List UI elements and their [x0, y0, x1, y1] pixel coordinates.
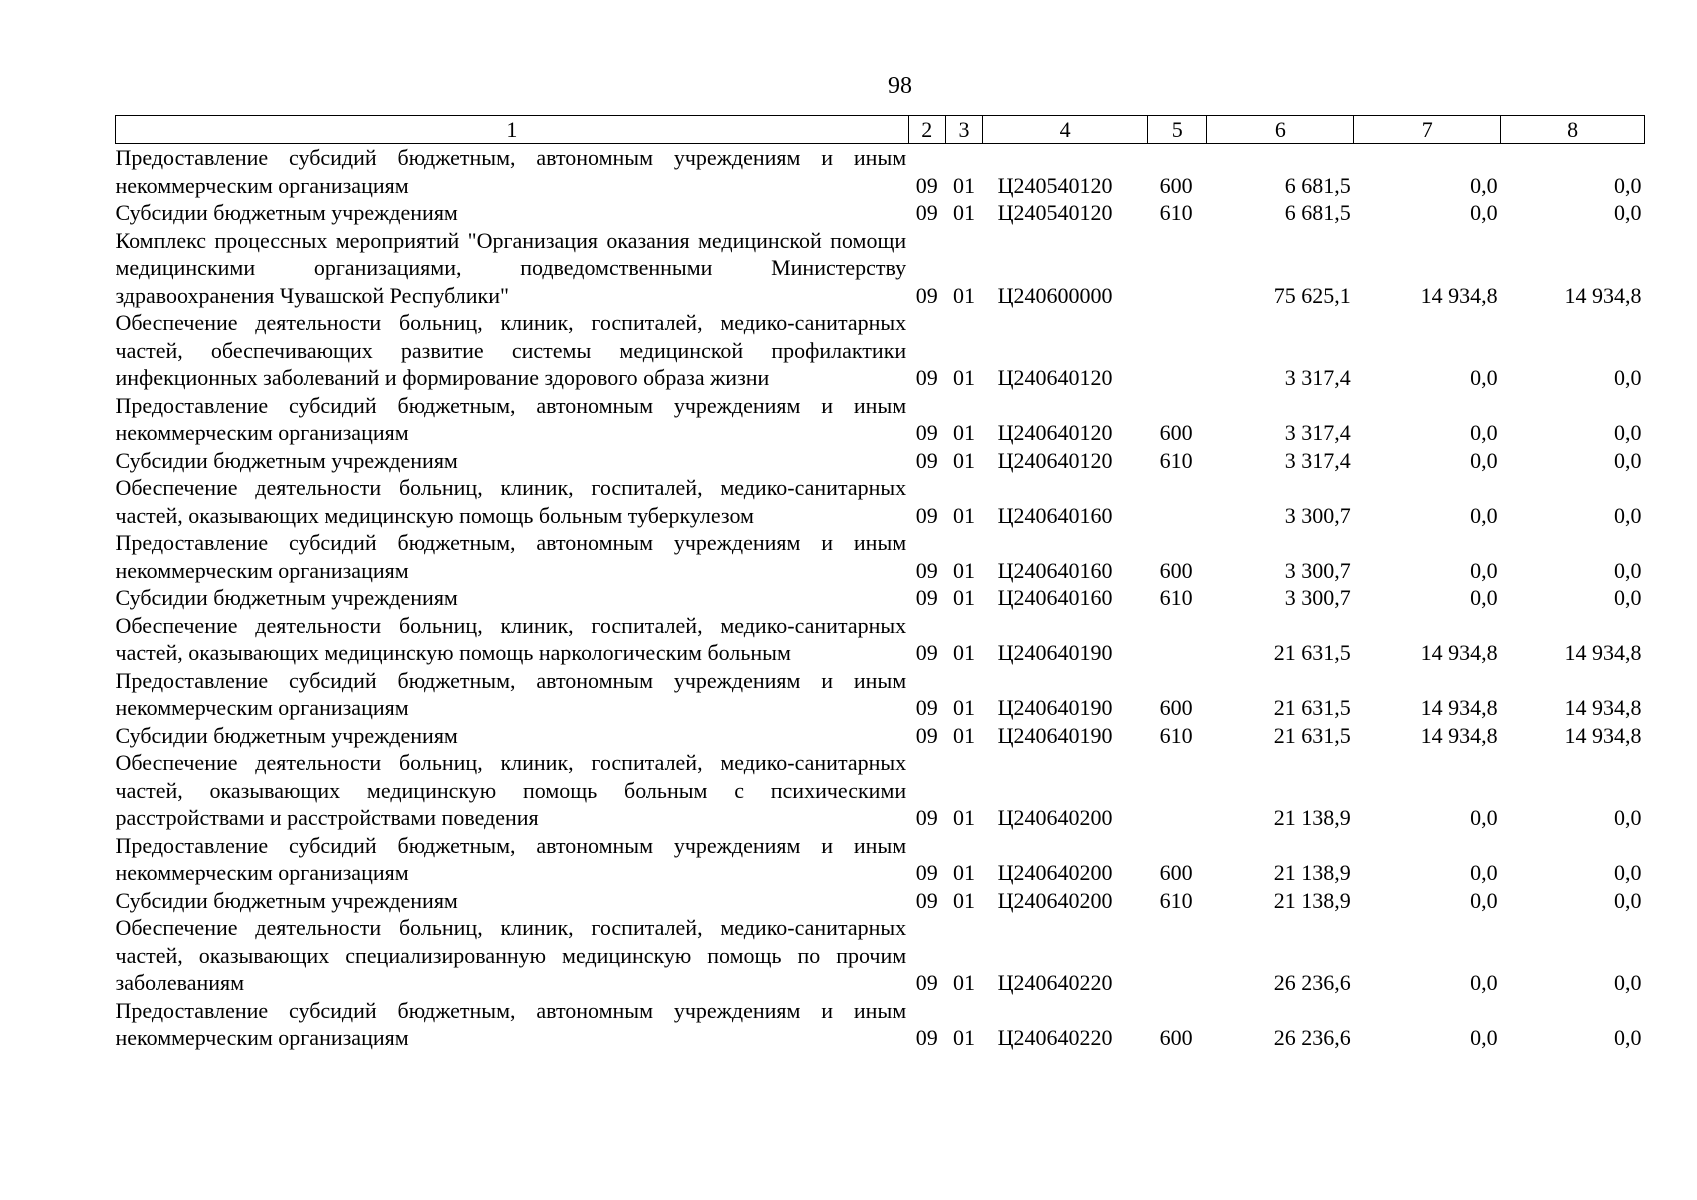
target-article-code: Ц240640160	[997, 502, 1113, 528]
amount-col-7: 0,0	[1470, 172, 1498, 198]
section-code: 09	[915, 172, 938, 198]
target-article-code: Ц240540120	[997, 200, 1113, 225]
row-name: Обеспечение деятельности больниц, клиник, госпиталей, медико-санитарных частей, оказывающих медицинскую помощь больным туберкулезом	[115, 475, 907, 528]
row-name: Субсидии бюджетным учреждениям	[115, 585, 458, 610]
section-code: 09	[915, 970, 938, 995]
table-row	[116, 667, 1645, 722]
row-name: Обеспечение деятельности больниц, клиник, госпиталей, медико-санитарных частей, оказывающих специализированную медицинскую помощь по прочим заболеваниям	[115, 915, 907, 995]
section-code: 09	[915, 805, 938, 830]
table-body	[116, 144, 1645, 1052]
amount-col-7: 0,0	[1470, 860, 1498, 885]
amount-col-7: 0,0	[1470, 447, 1498, 473]
amount-col-8: 0,0	[1614, 1025, 1642, 1050]
amount-col-8: 0,0	[1614, 420, 1642, 445]
expense-type-code	[1148, 914, 1207, 997]
row-name: Обеспечение деятельности больниц, клиник, госпиталей, медико-санитарных частей, оказывающих медицинскую помощь больным с психическими расстройствами и расстройствами поведения	[115, 750, 907, 830]
section-code: 09	[915, 585, 938, 610]
table-row	[116, 914, 1645, 997]
amount-col-8: 0,0	[1614, 805, 1642, 830]
amount-col-7: 0,0	[1470, 887, 1498, 913]
amount-col-7: 0,0	[1470, 585, 1498, 610]
subsection-code: 01	[952, 447, 975, 473]
table-row	[116, 749, 1645, 832]
table-row	[116, 227, 1645, 310]
target-article-code: Ц240640200	[997, 805, 1113, 830]
header-col-4: 4	[983, 116, 1148, 144]
amount-col-6: 3 317,4	[1284, 447, 1351, 473]
table-row	[116, 144, 1645, 200]
subsection-code: 01	[952, 860, 975, 885]
subsection-code: 01	[952, 282, 975, 308]
expense-type-code: 610	[1159, 722, 1193, 748]
amount-col-8: 0,0	[1614, 172, 1642, 198]
section-code: 09	[915, 420, 938, 445]
section-code: 09	[915, 447, 938, 473]
row-name: Субсидии бюджетным учреждениям	[115, 722, 458, 748]
amount-col-7: 0,0	[1470, 805, 1498, 830]
section-code: 09	[915, 722, 938, 748]
amount-col-8: 0,0	[1614, 557, 1642, 583]
target-article-code: Ц240640200	[997, 860, 1113, 885]
section-code: 09	[915, 557, 938, 583]
amount-col-6: 6 681,5	[1284, 200, 1351, 225]
subsection-code: 01	[952, 557, 975, 583]
amount-col-8: 14 934,8	[1564, 282, 1642, 308]
amount-col-6: 21 631,5	[1273, 695, 1351, 720]
subsection-code: 01	[952, 200, 975, 225]
header-col-6: 6	[1207, 116, 1354, 144]
target-article-code: Ц240640120	[997, 447, 1113, 473]
expense-type-code: 610	[1159, 447, 1193, 473]
subsection-code: 01	[952, 887, 975, 913]
amount-col-7: 0,0	[1470, 365, 1498, 390]
subsection-code: 01	[952, 420, 975, 445]
row-name: Субсидии бюджетным учреждениям	[115, 887, 458, 913]
amount-col-8: 0,0	[1614, 365, 1642, 390]
budget-table	[115, 115, 1645, 1052]
target-article-code: Ц240540120	[997, 172, 1113, 198]
target-article-code: Ц240640160	[997, 585, 1113, 610]
amount-col-8: 0,0	[1614, 200, 1642, 225]
table-row	[116, 474, 1645, 529]
amount-col-8: 14 934,8	[1564, 722, 1642, 748]
table-header	[116, 116, 1645, 144]
amount-col-6: 21 631,5	[1273, 640, 1351, 665]
amount-col-8: 0,0	[1614, 447, 1642, 473]
amount-col-8: 0,0	[1614, 887, 1642, 913]
expense-type-code: 610	[1159, 887, 1193, 913]
amount-col-6: 3 317,4	[1284, 420, 1351, 445]
subsection-code: 01	[952, 722, 975, 748]
expense-type-code	[1148, 309, 1207, 392]
table-row	[116, 612, 1645, 667]
amount-col-6: 21 631,5	[1273, 722, 1351, 748]
amount-col-8: 14 934,8	[1564, 695, 1642, 720]
expense-type-code: 600	[1159, 1025, 1193, 1050]
table-row	[116, 997, 1645, 1052]
amount-col-6: 75 625,1	[1273, 282, 1351, 308]
expense-type-code	[1148, 612, 1207, 667]
amount-col-6: 21 138,9	[1273, 860, 1351, 885]
table-row	[116, 392, 1645, 447]
amount-col-6: 21 138,9	[1273, 887, 1351, 913]
amount-col-6: 21 138,9	[1273, 805, 1351, 830]
section-code: 09	[915, 1025, 938, 1050]
amount-col-6: 6 681,5	[1284, 172, 1351, 198]
table-row	[116, 887, 1645, 915]
table-row	[116, 199, 1645, 227]
amount-col-7: 0,0	[1470, 1025, 1498, 1050]
target-article-code: Ц240600000	[997, 282, 1113, 308]
subsection-code: 01	[952, 172, 975, 198]
subsection-code: 01	[952, 365, 975, 390]
section-code: 09	[915, 200, 938, 225]
expense-type-code: 610	[1159, 200, 1193, 225]
subsection-code: 01	[952, 640, 975, 665]
section-code: 09	[915, 502, 938, 528]
amount-col-6: 26 236,6	[1273, 970, 1351, 995]
section-code: 09	[915, 887, 938, 913]
amount-col-6: 3 300,7	[1284, 585, 1351, 610]
subsection-code: 01	[952, 695, 975, 720]
row-name: Предоставление субсидий бюджетным, автономным учреждениям и иным некоммерческим организациям	[115, 997, 907, 1050]
row-name: Предоставление субсидий бюджетным, автономным учреждениям и иным некоммерческим организациям	[115, 530, 907, 583]
amount-col-7: 0,0	[1470, 970, 1498, 995]
target-article-code: Ц240640120	[997, 365, 1113, 390]
subsection-code: 01	[952, 970, 975, 995]
expense-type-code	[1148, 227, 1207, 310]
target-article-code: Ц240640190	[997, 695, 1113, 720]
row-name: Предоставление субсидий бюджетным, автономным учреждениям и иным некоммерческим организациям	[115, 145, 907, 198]
subsection-code: 01	[952, 585, 975, 610]
amount-col-6: 3 300,7	[1284, 557, 1351, 583]
section-code: 09	[915, 640, 938, 665]
target-article-code: Ц240640200	[997, 887, 1113, 913]
amount-col-7: 0,0	[1470, 200, 1498, 225]
amount-col-7: 0,0	[1470, 420, 1498, 445]
subsection-code: 01	[952, 1025, 975, 1050]
amount-col-8: 0,0	[1614, 585, 1642, 610]
expense-type-code: 600	[1159, 695, 1193, 720]
expense-type-code: 600	[1159, 557, 1193, 583]
row-name: Предоставление субсидий бюджетным, автономным учреждениям и иным некоммерческим организациям	[115, 832, 907, 885]
header-col-8: 8	[1501, 116, 1645, 144]
target-article-code: Ц240640220	[997, 1025, 1113, 1050]
amount-col-7: 14 934,8	[1420, 695, 1498, 720]
page-number: 98	[888, 73, 912, 99]
amount-col-7: 14 934,8	[1420, 722, 1498, 748]
row-name: Субсидии бюджетным учреждениям	[115, 200, 458, 225]
expense-type-code	[1148, 749, 1207, 832]
subsection-code: 01	[952, 502, 975, 528]
row-name: Предоставление субсидий бюджетным, автономным учреждениям и иным некоммерческим организациям	[115, 667, 907, 720]
table-row	[116, 832, 1645, 887]
amount-col-7: 14 934,8	[1420, 640, 1498, 665]
amount-col-8: 0,0	[1614, 502, 1642, 528]
header-col-1: 1	[116, 116, 909, 144]
amount-col-8: 0,0	[1614, 860, 1642, 885]
section-code: 09	[915, 860, 938, 885]
row-name: Обеспечение деятельности больниц, клиник, госпиталей, медико-санитарных частей, оказывающих медицинскую помощь наркологическим больным	[115, 612, 907, 665]
amount-col-6: 3 317,4	[1284, 365, 1351, 390]
section-code: 09	[915, 282, 938, 308]
row-name: Субсидии бюджетным учреждениям	[115, 447, 458, 473]
amount-col-7: 0,0	[1470, 557, 1498, 583]
expense-type-code: 600	[1159, 860, 1193, 885]
target-article-code: Ц240640220	[997, 970, 1113, 995]
header-row	[116, 116, 1645, 144]
amount-col-6: 26 236,6	[1273, 1025, 1351, 1050]
header-col-7: 7	[1354, 116, 1501, 144]
row-name: Обеспечение деятельности больниц, клиник, госпиталей, медико-санитарных частей, обеспечивающих развитие системы медицинской профилактики инфекционных заболеваний и формирование здорового образа жизни	[115, 310, 907, 390]
table-row	[116, 309, 1645, 392]
target-article-code: Ц240640160	[997, 557, 1113, 583]
table-row	[116, 447, 1645, 475]
header-col-3: 3	[945, 116, 982, 144]
target-article-code: Ц240640120	[997, 420, 1113, 445]
table-row	[116, 529, 1645, 584]
amount-col-7: 0,0	[1470, 502, 1498, 528]
amount-col-7: 14 934,8	[1420, 282, 1498, 308]
expense-type-code: 600	[1159, 420, 1193, 445]
row-name: Предоставление субсидий бюджетным, автономным учреждениям и иным некоммерческим организациям	[115, 392, 907, 445]
amount-col-6: 3 300,7	[1284, 502, 1351, 528]
target-article-code: Ц240640190	[997, 722, 1113, 748]
expense-type-code: 610	[1159, 585, 1193, 610]
amount-col-8: 14 934,8	[1564, 640, 1642, 665]
target-article-code: Ц240640190	[997, 640, 1113, 665]
section-code: 09	[915, 365, 938, 390]
row-name: Комплекс процессных мероприятий "Организация оказания медицинской помощи медицинскими организациями, подведомственными Министерству здравоохранения Чувашской Республики"	[115, 227, 907, 308]
table-row	[116, 722, 1645, 750]
amount-col-8: 0,0	[1614, 970, 1642, 995]
section-code: 09	[915, 695, 938, 720]
subsection-code: 01	[952, 805, 975, 830]
header-col-5: 5	[1148, 116, 1207, 144]
expense-type-code: 600	[1159, 172, 1193, 198]
table-row	[116, 584, 1645, 612]
header-col-2: 2	[908, 116, 945, 144]
expense-type-code	[1148, 474, 1207, 529]
